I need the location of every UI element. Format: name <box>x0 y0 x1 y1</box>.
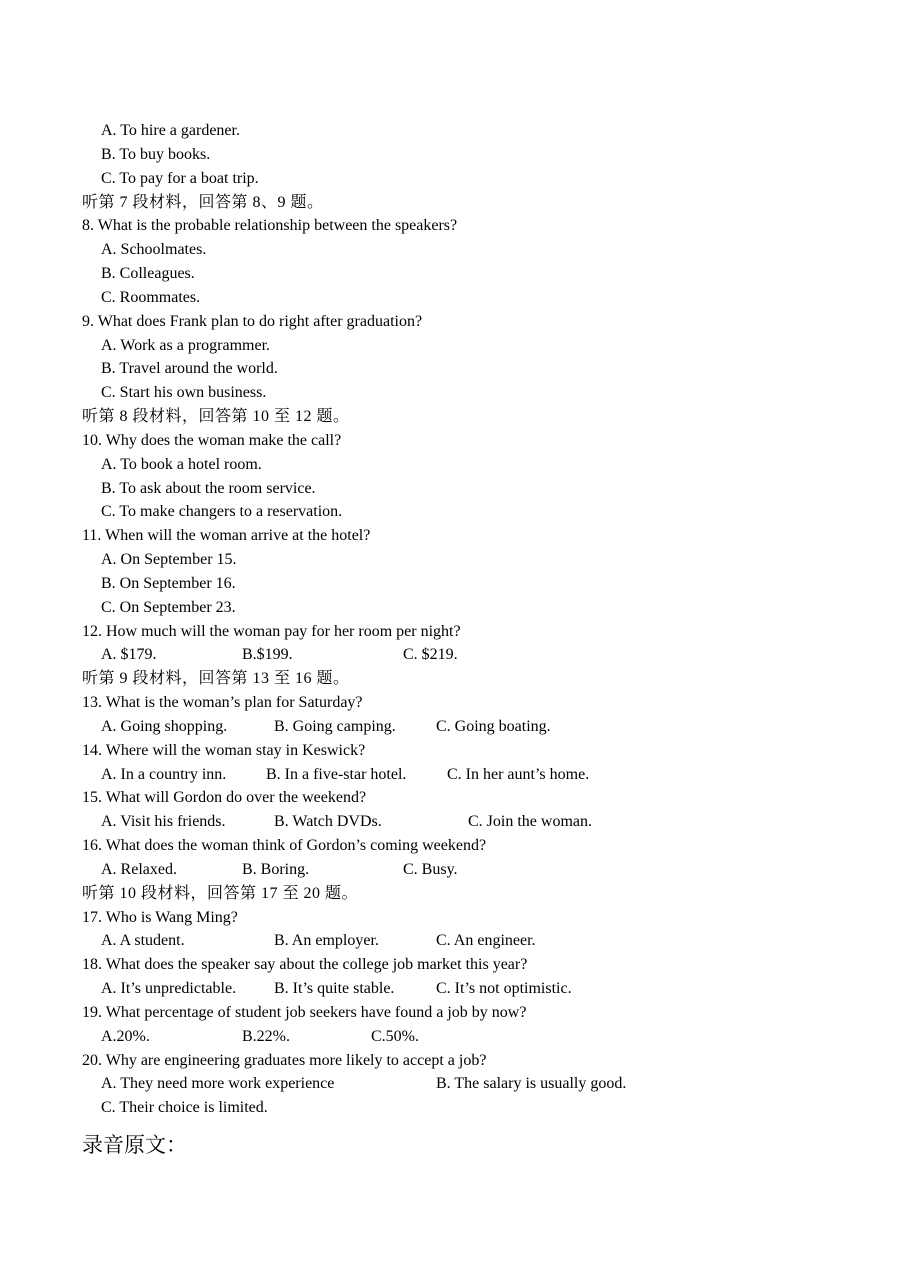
option-line: A. To hire a gardener. <box>101 122 240 139</box>
option-row <box>101 810 592 834</box>
question-line: 14. Where will the woman stay in Keswick? <box>82 742 366 759</box>
option-line: C. Their choice is limited. <box>101 1099 268 1116</box>
option-row <box>101 858 458 882</box>
option-a: A. In a country inn. <box>101 766 227 783</box>
option-b: B. An employer. <box>274 932 379 949</box>
option-b: B.$199. <box>242 646 293 663</box>
option-a: A.20%. <box>101 1028 150 1045</box>
question-line: 18. What does the speaker say about the college job market this year? <box>82 956 528 973</box>
option-line: B. Travel around the world. <box>101 360 278 377</box>
section-instruction: 听第 7 段材料，回答第 8、9 题。 <box>82 194 324 211</box>
question-line: 10. Why does the woman make the call? <box>82 432 342 449</box>
option-line: A. Work as a programmer. <box>101 337 271 354</box>
option-line: C. Start his own business. <box>101 384 267 401</box>
option-c: C.50%. <box>371 1028 419 1045</box>
option-line: B. To buy books. <box>101 146 211 163</box>
option-row <box>101 643 458 667</box>
option-c: C. $219. <box>403 646 458 663</box>
option-row <box>101 715 551 739</box>
option-line: C. On September 23. <box>101 599 236 616</box>
question-line: 17. Who is Wang Ming? <box>82 909 238 926</box>
option-line: A. To book a hotel room. <box>101 456 262 473</box>
option-b: B. The salary is usually good. <box>436 1075 627 1092</box>
option-line: A. On September 15. <box>101 551 237 568</box>
option-a: A. A student. <box>101 932 185 949</box>
option-line: B. On September 16. <box>101 575 236 592</box>
option-b: B. Boring. <box>242 861 310 878</box>
section-instruction: 听第 8 段材料，回答第 10 至 12 题。 <box>82 408 350 425</box>
option-line: A. Schoolmates. <box>101 241 207 258</box>
option-line: C. To make changers to a reservation. <box>101 503 343 520</box>
option-row <box>101 763 590 787</box>
option-c: C. Join the woman. <box>468 813 592 830</box>
option-line: B. To ask about the room service. <box>101 480 316 497</box>
option-a: A. It’s unpredictable. <box>101 980 237 997</box>
question-line: 8. What is the probable relationship between the speakers? <box>82 217 458 234</box>
option-b: B. Going camping. <box>274 718 396 735</box>
option-c: C. In her aunt’s home. <box>447 766 590 783</box>
option-b: B. It’s quite stable. <box>274 980 395 997</box>
question-line: 15. What will Gordon do over the weekend? <box>82 789 367 806</box>
option-b: B.22%. <box>242 1028 290 1045</box>
option-line: C. To pay for a boat trip. <box>101 170 259 187</box>
option-row <box>101 1025 419 1049</box>
question-line: 9. What does Frank plan to do right after graduation? <box>82 313 423 330</box>
question-line: 19. What percentage of student job seekers have found a job by now? <box>82 1004 527 1021</box>
option-line: C. Roommates. <box>101 289 201 306</box>
option-c: C. An engineer. <box>436 932 536 949</box>
option-row <box>101 977 572 1001</box>
question-line: 20. Why are engineering graduates more likely to accept a job? <box>82 1052 487 1069</box>
section-instruction: 听第 10 段材料，回答第 17 至 20 题。 <box>82 885 359 902</box>
question-line: 13. What is the woman’s plan for Saturday? <box>82 694 363 711</box>
question-line: 11. When will the woman arrive at the hotel? <box>82 527 371 544</box>
option-c: C. Going boating. <box>436 718 551 735</box>
option-a: A. They need more work experience <box>101 1075 335 1092</box>
question-line: 16. What does the woman think of Gordon’s coming weekend? <box>82 837 487 854</box>
option-line: B. Colleagues. <box>101 265 195 282</box>
option-c: C. Busy. <box>403 861 458 878</box>
transcript-heading: 录音原文： <box>82 1133 187 1157</box>
option-row <box>101 1072 627 1096</box>
question-line: 12. How much will the woman pay for her room per night? <box>82 623 461 640</box>
option-b: B. Watch DVDs. <box>274 813 382 830</box>
option-a: A. Relaxed. <box>101 861 177 878</box>
option-a: A. Going shopping. <box>101 718 228 735</box>
option-row <box>101 929 536 953</box>
option-a: A. Visit his friends. <box>101 813 226 830</box>
option-a: A. $179. <box>101 646 157 663</box>
section-instruction: 听第 9 段材料，回答第 13 至 16 题。 <box>82 670 350 687</box>
option-b: B. In a five-star hotel. <box>266 766 407 783</box>
option-c: C. It’s not optimistic. <box>436 980 572 997</box>
